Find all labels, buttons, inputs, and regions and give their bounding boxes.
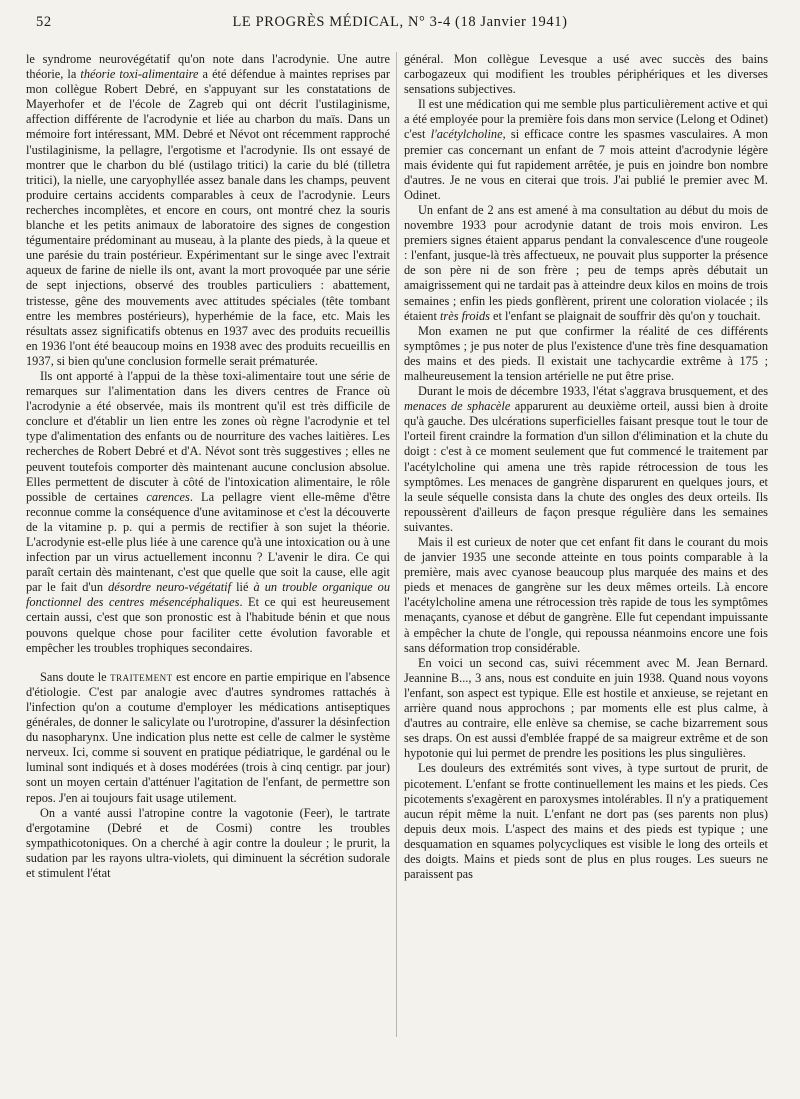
paragraph [26,369,390,656]
paragraph [404,97,768,203]
text-run: est encore en partie empirique en l'absence d'étiologie. C'est par analogie avec d'autres syndromes rattachés à l'infection qu'on a coutume d'employer les médications antiseptiques générales, de donner le salicylate ou l'urotropine, d'assurer la désinfection du nasopharynx. Une indication plus nette est celle de calmer le système nerveux. Ici, comme si souvent en pratique pédiatrique, le gardénal ou le luminal sont indiqués et à doses modérées (trois à cinq centigr. par jour) sont un moyen certain d'atténuer l'agitation de l'enfant, de permettre son repos. J'en ai toujours fait usage utilement. [26,669,390,805]
page-number: 52 [36,14,52,30]
paragraph [26,670,390,806]
text-run: a été défendue à maintes reprises par mon collègue Robert Debré, en s'appuyant sur les constatations de Mayerhofer et de l'école de Zagreb qui ont décrit l'ustilaginisme, affection différente de l'acrodynie et liée au charbon du maïs. Dans un mémoire fort intéressant, MM. Debré et Névot ont récemment rapproché l'ustilaginisme, la pellagre, l'ergotisme et l'acrodynie. Ils ont essayé de montrer que le charbon du blé (ustilago tritici) la carie du blé (tilletra tritici), la nielle, une caryophyllée assez banale dans les champs, peuvent produire certains accidents comparables à ceux de l'acrodynie. Leurs recherches incomplètes, et encore en cours, ont montré chez la souris blanche et les petits animaux de laboratoire des signes de congestion tégumentaire prédominant au museau, à la plante des pieds, à la queue et une parésie du train postérieur. Expérimentant sur le singe avec l'extrait aqueux de farine de nielle ils ont, avant la mort provoquée par une série de sept injections, observé des troubles particuliers : abattement, tristesse, gêne des mouvements avec attitudes spéciales (tête tombant entre les membres postérieurs), hyperhémie de la face, etc. Mais les résultats assez significatifs obtenus en 1937 avec des produits recueillis en 1936 l'ont été beaucoup moins en 1938 avec des produits recueillis en 1937, si bien qu'une conclusion formelle serait prématurée. [26,67,390,368]
left-column [26,52,390,1092]
text-run: Sans doute le [40,669,111,684]
emphasis: désordre neuro-végétatif [108,580,232,595]
emphasis: menaces de sphacèle [404,399,511,414]
text-run: lié [231,580,254,595]
paragraph: Mais il est curieux de noter que cet enfant fit dans le courant du mois de janvier 1935 une seconde atteinte en tous points comparable à la première, mais avec cyanose beaucoup plus marquée des mains et des pieds et menaces de gangrène sur les deux mêmes orteils. Là encore l'acétylcholine amena une rétrocession très rapide de tous les symptômes menaçants, cyanose et début de gangrène. Elle fut cependant impuissante à empêcher la chute de l'ongle, qui repoussa néanmoins encore une fois sans déformation trop considérable. [404,535,768,655]
text-run: , si efficace contre les spasmes vasculaires. A mon premier cas concernant un enfant de 7 mois atteint d'acrodynie légère mais évidente qui fut rapidement arrêtée, je puis en joindre bon nombre d'autres. Je ne vous en citerai que trois. J'ai publié le premier avec M. Odinet. [404,127,768,202]
emphasis: à un trouble organique ou fonctionnel des centres mésencéphaliques [26,580,390,610]
right-column [404,52,768,1092]
text-run: Durant le mois de décembre 1933, l'état s'aggrava brusquement, et des [418,384,768,399]
page-header [36,14,764,36]
section-keyword: traitement [110,669,173,684]
paragraph: Les douleurs des extrémités sont vives, à type surtout de prurit, de picotement. L'enfant se frotte continuellement les mains et les pieds. Ces picotements s'exagèrent en paroxysmes intolérables. Il n'y a pratiquement aucun répit même la nuit. L'enfant ne dort pas (ses parents non plus) depuis deux mois. L'aspect des mains et des pieds est typique ; une desquamation en squames polycycliques est visible le long des orteils et des doigts. Mains et pieds sont de plus en plus rouges. Les sueurs ne paraissent pas [404,761,768,882]
text-run: le syndrome neurovégétatif qu'on note dans l'acrodynie. Une autre théorie, la [26,52,390,82]
emphasis: très froids [439,308,490,323]
text-run: et l'enfant se plaignait de souffrir dès qu'on y touchait. [489,308,761,323]
text-run: . La pellagre vient elle-même d'être reconnue comme la conséquence d'une avitaminose et c'est la découverte de la vitamine p. p. qui a permis de rectifier à son sujet la théorie. L'acrodynie est-elle plus liée à une carence qu'à une intoxication ou à une infection par un virus actuellement inconnu ? L'avenir le dira. Ce qui paraît certain dès maintenant, c'est que quelle que soit la cause, elle agit par le fait d'un [26,489,390,595]
text-run: Un enfant de 2 ans est amené à ma consultation au début du mois de novembre 1933 pour acrodynie datant de trois mois environ. Les premiers signes étaient apparus pendant la convalescence d'une rougeole : l'enfant, jusque-là très affectueux, ne pouvait plus supporter la présence de son père ni de son frère ; peu de temps après débutait un amaigrissement qui ne tardait pas à atteindre deux kilos en moins de trois semaines ; enfin les pieds gonflèrent, prirent une coloration violacée ; ils étaient [404,202,768,323]
paragraph [26,52,390,369]
emphasis: carences [146,489,190,504]
paragraph [404,384,768,535]
text-run: Ils ont apporté à l'appui de la thèse toxi-alimentaire tout une série de remarques sur l'alimentation dans les divers centres de France où l'acrodynie a été observée, mais ils montrent qu'il est très difficile de conclure et d'établir un lien entre les zones où règne l'acrodynie et tel type d'alimentation des enfants ou de nourriture des vaches laitières. Les recherches de Robert Debré et d'A. Névot sont très suggestives ; elles ne peuvent toutefois comporter dès maintenant aucune conclusion absolue. Elles permettent de discuter à côté de l'intoxication alimentaire, le rôle possible de certaines [26,368,390,504]
paragraph: En voici un second cas, suivi récemment avec M. Jean Bernard. Jeannine B..., 3 ans, nous est conduite en juin 1938. Quand nous voyons l'enfant, son aspect est typique. Elle est hostile et anxieuse, se rejetant en arrière quand nous approchons ; par moments elle est plus calme, à d'autres au contraire, elle enlève sa chemise, se cache bizarrement sous ses draps. On est aussi d'emblée frappé de sa maigreur extrême et de son hypotonie qui lui permet de prendre les positions les plus singulières. [404,655,768,761]
emphasis: théorie toxi-alimentaire [80,67,199,82]
paragraph [404,203,768,324]
running-title: LE PROGRÈS MÉDICAL, N° 3-4 (18 Janvier 1941) [232,14,568,30]
text-run: . Et ce qui est heureusement certain aussi, c'est que son pronostic est à l'habitude bénin et que nous pouvons quelque chose pour faciliter cette évolution favorable et empêcher les troubles trophiques secondaires. [26,595,390,655]
paragraph: Mon examen ne put que confirmer la réalité de ces différents symptômes ; je pus noter de plus l'existence d'une très fine desquamation des mains et des pieds. Il existait une tachycardie extrême à 175 ; malheureusement la tension artérielle ne put être prise. [404,323,768,383]
text-run: apparurent au deuxième orteil, aussi bien à droite qu'à gauche. Des ulcérations superficielles faisant presque tout le tour de l'orteil firent craindre la formation d'un sillon d'élimination et la chute du doigt : c'est à ce moment seulement que fut commencé le traitement par l'acétylcholine qui amena une très rapide rétrocession de tous les symptômes. Les menaces de gangrène disparurent en quelques jours, et la seule séquelle consista dans la chute des ongles des deux orteils. Ils repoussèrent d'ailleurs de façon presque régulière dans les semaines suivantes. [404,399,768,534]
text-run: Il est une médication qui me semble plus particulièrement active et qui a été employée pour la première fois dans mon service (Lelong et Odinet) c'est [404,97,768,142]
paragraph: général. Mon collègue Levesque a usé avec succès des bains carbogazeux qui modifient les troubles périphériques et les diverses sensations subjectives. [404,52,768,97]
emphasis: l'acétylcholine [430,127,503,142]
paragraph: On a vanté aussi l'atropine contre la vagotonie (Feer), le tartrate d'ergotamine (Debré et de Cosmi) contre les troubles sympathicotoniques. On a cherché à agir contre la douleur ; le prurit, la sudation par les rayons ultra-violets, qui diminuent la sécrétion sudorale et stimulent l'état [26,805,390,880]
column-divider [396,52,397,1037]
